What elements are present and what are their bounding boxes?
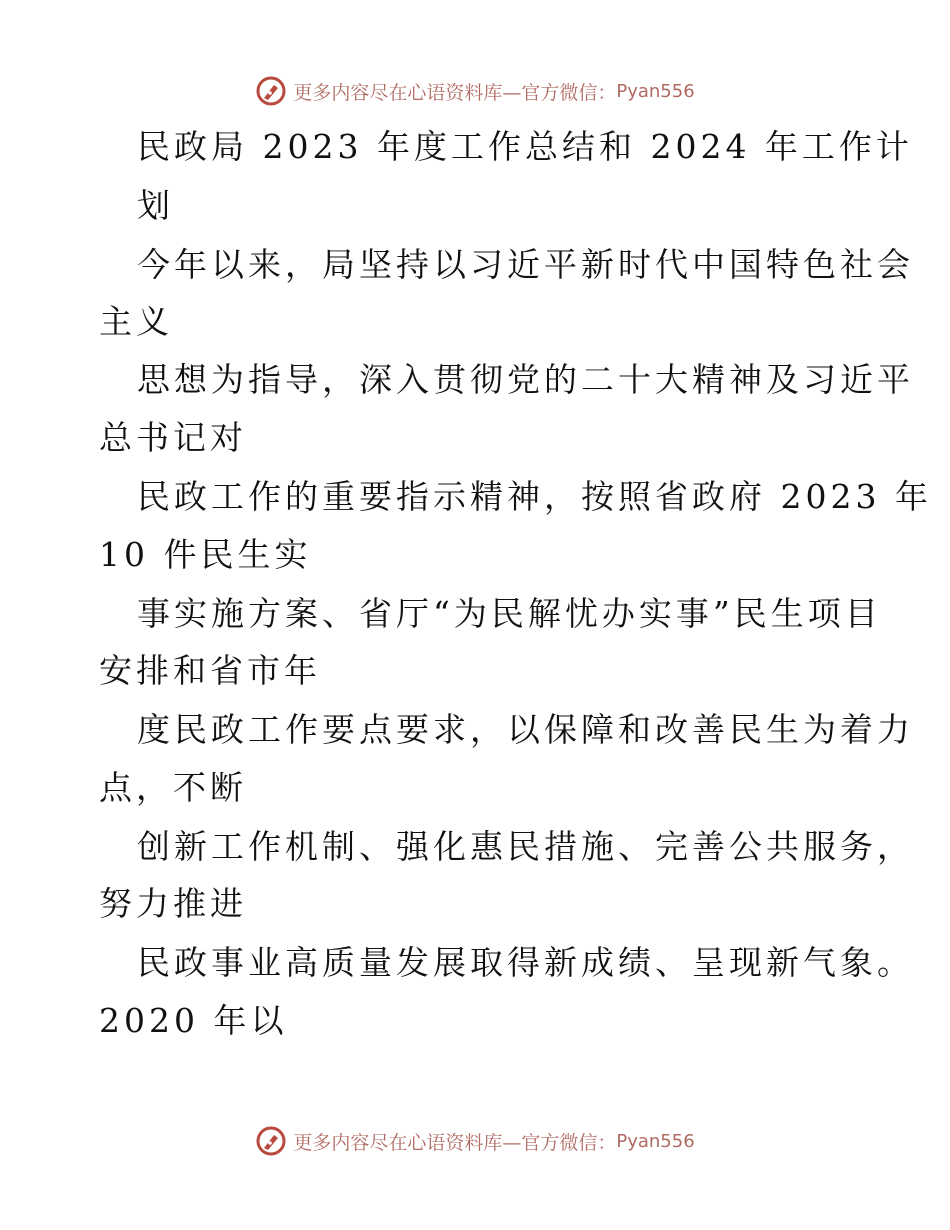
- body-text-line: 主义: [99, 302, 173, 341]
- body-text-line: 事实施方案、省厅“为民解忧办实事”民生项目: [137, 594, 882, 633]
- document-title-line-2: 划: [137, 186, 174, 225]
- body-text-line: 总书记对: [99, 418, 247, 457]
- body-text-line: 民政工作的重要指示精神，按照省政府 2023 年: [137, 477, 932, 516]
- watermark-wechat-id: Pyan556: [616, 80, 695, 102]
- body-text-line: 今年以来，局坚持以习近平新时代中国特色社会: [137, 245, 914, 284]
- watermark-text: 更多内容尽在心语资料库—官方微信：: [293, 1131, 617, 1154]
- pen-nib-logo-icon: [255, 75, 287, 107]
- pen-nib-logo-icon: [255, 1125, 287, 1157]
- body-text-line: 思想为指导，深入贯彻党的二十大精神及习近平: [137, 360, 914, 399]
- watermark-wechat-id: Pyan556: [616, 1130, 695, 1152]
- watermark-text: 更多内容尽在心语资料库—官方微信：: [293, 81, 617, 104]
- footer-watermark: [0, 1121, 950, 1161]
- body-text-line: 2020 年以: [99, 1001, 288, 1040]
- body-text-line: 度民政工作要点要求，以保障和改善民生为着力: [137, 710, 914, 749]
- body-text-line: 努力推进: [99, 884, 247, 923]
- header-watermark: [0, 71, 950, 111]
- body-text-line: 安排和省市年: [99, 651, 321, 690]
- body-text-line: 10 件民生实: [99, 535, 312, 574]
- document-title-line-1: 民政局 2023 年度工作总结和 2024 年工作计: [137, 127, 913, 166]
- body-text-line: 点，不断: [99, 768, 247, 807]
- body-text-line: 民政事业高质量发展取得新成绩、呈现新气象。: [137, 943, 914, 982]
- body-text-line: 创新工作机制、强化惠民措施、完善公共服务，: [137, 827, 914, 866]
